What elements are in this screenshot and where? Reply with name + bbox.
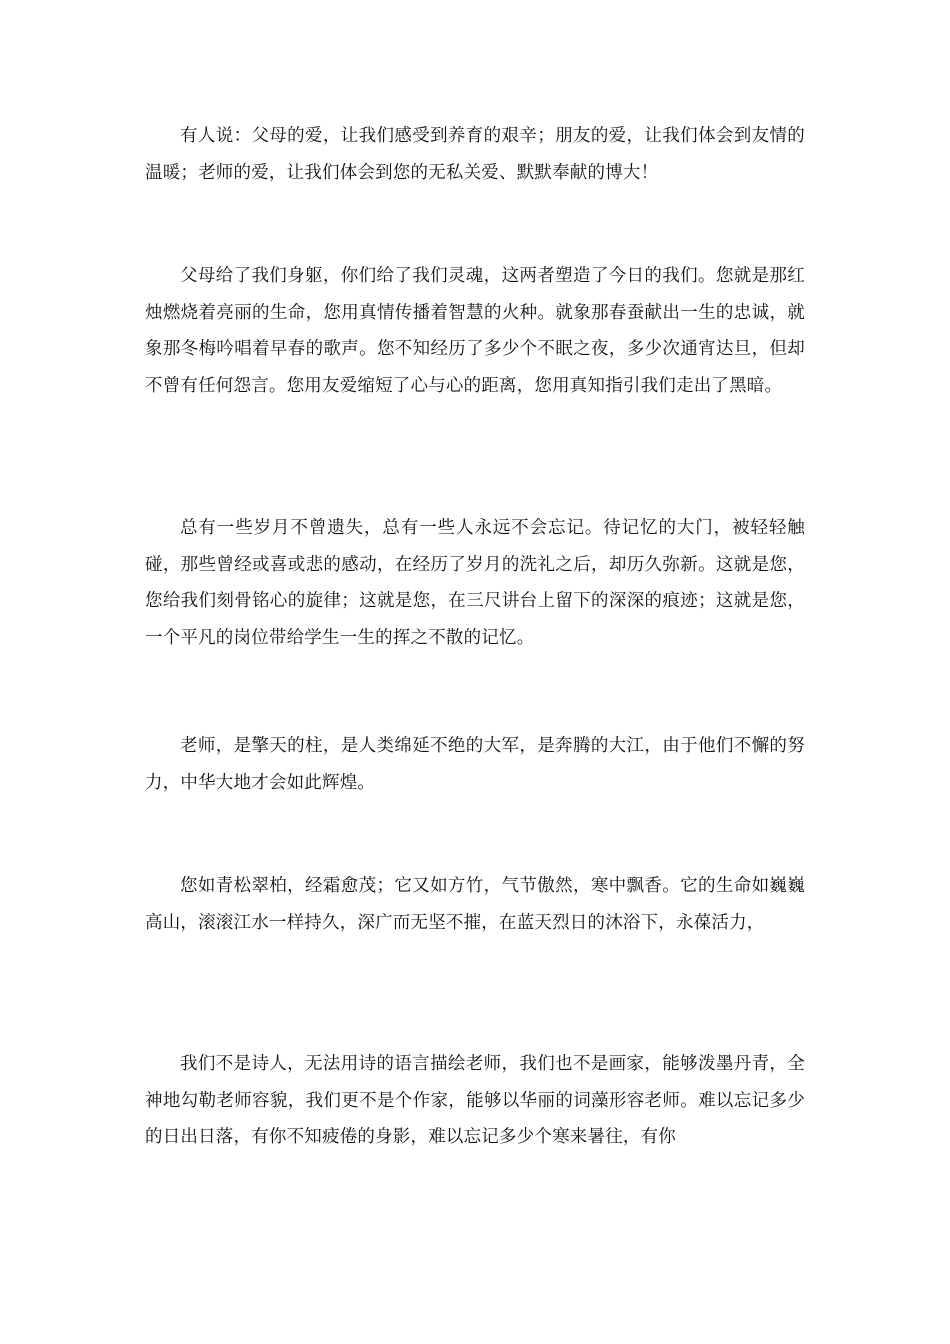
paragraph-1: 有人说：父母的爱，让我们感受到养育的艰辛；朋友的爱，让我们体会到友情的温暖；老师的爱，让我们体会到您的无私关爱、默默奉献的博大！ [145,126,805,183]
paragraph-5: 您如青松翠柏，经霜愈茂；它又如方竹，气节傲然，寒中飘香。它的生命如巍巍高山，滚滚江水一样持久，深广而无坚不摧，在蓝天烈日的沐浴下，永葆活力， [145,876,805,933]
paragraph-2: 父母给了我们身躯，你们给了我们灵魂，这两者塑造了今日的我们。您就是那红烛燃烧着亮丽的生命，您用真情传播着智慧的火种。就象那春蚕献出一生的忠诚，就象那冬梅吟唱着早春的歌声。您不知经历了多少个不眠之夜，多少次通宵达旦，但却不曾有任何怨言。您用友爱缩短了心与心的距离，您用真知指引我们走出了黑暗。 [145,266,805,396]
paragraph-4: 老师，是擎天的柱，是人类绵延不绝的大军，是奔腾的大江，由于他们不懈的努力，中华大地才会如此辉煌。 [145,736,805,793]
paragraph-6: 我们不是诗人，无法用诗的语言描绘老师，我们也不是画家，能够泼墨丹青，全神地勾勒老师容貌，我们更不是个作家，能够以华丽的词藻形容老师。难以忘记多少的日出日落，有你不知疲倦的身影，难以忘记多少个寒来暑往，有你 [145,1054,805,1147]
paragraph-3: 总有一些岁月不曾遗失，总有一些人永远不会忘记。待记忆的大门，被轻轻触碰，那些曾经或喜或悲的感动，在经历了岁月的洗礼之后，却历久弥新。这就是您，您给我们刻骨铭心的旋律；这就是您，在三尺讲台上留下的深深的痕迹；这就是您，一个平凡的岗位带给学生一生的挥之不散的记忆。 [145,518,805,648]
